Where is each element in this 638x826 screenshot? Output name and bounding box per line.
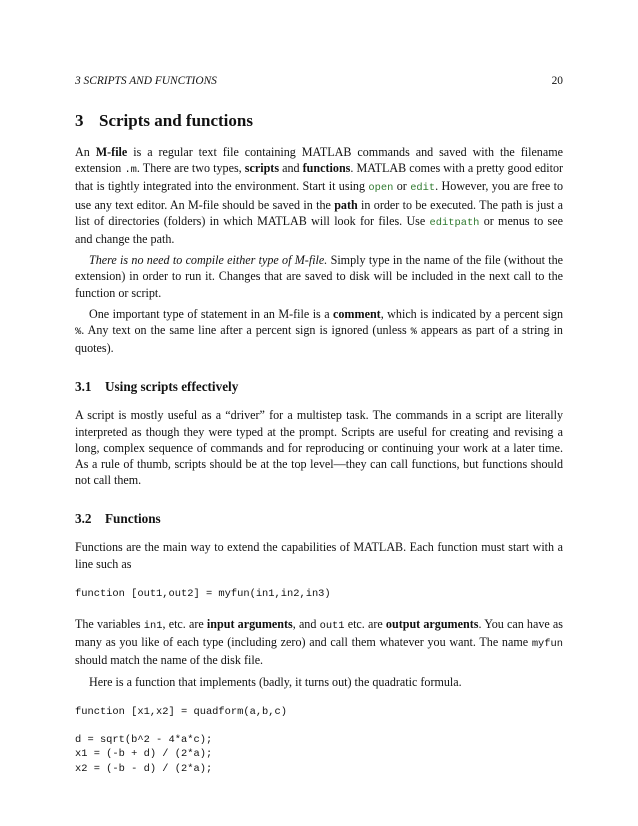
subsection-title: Using scripts effectively <box>105 379 239 395</box>
page-number: 20 <box>551 75 563 87</box>
text-run: , which is indicated by a percent sign <box>380 306 563 321</box>
text-run: or <box>393 179 411 194</box>
term-path: path <box>334 197 358 212</box>
text-run: or menus to see and change the path. <box>75 213 563 247</box>
code-extension: .m <box>124 164 137 177</box>
text-run: An <box>75 145 96 159</box>
text-run: appears as part of a string in quotes). <box>75 323 563 356</box>
text-run: should match the name of the disk file. <box>75 653 264 668</box>
section-title: Scripts and functions <box>99 111 253 130</box>
code-block-function-signature <box>75 587 563 601</box>
code-myfun: myfun <box>531 638 563 651</box>
subsection-number: 3.1 <box>75 379 92 395</box>
text-run: . Any text on the same line after a percent sign is ignored (unless <box>81 323 411 338</box>
paragraph-no-compile <box>75 252 563 301</box>
section-number: 3 <box>75 111 84 130</box>
paragraph-quadratic-intro: Here is a function that implements (badly, it turns out) the quadratic formula. <box>89 674 462 689</box>
code-line: function [x1,x2] = quadform(a,b,c) <box>75 705 288 718</box>
text-run: The variables <box>75 617 144 632</box>
term-output-arguments: output arguments <box>385 617 479 632</box>
text-run: . You can have as many as you like of each type (including zero) and call them whatever you want. The name <box>75 617 564 650</box>
text-run: Simply type in the name of the file (without the extension) in order to run it. Changes that are saved to disk will be included in the next call to the function or script. <box>75 253 563 300</box>
text-run: , etc. are <box>162 617 207 632</box>
text-run: . MATLAB comes with a pretty good editor that is tightly integrated into the environment. Start it using <box>75 161 564 194</box>
paragraph-scripts: A script is mostly useful as a “driver” for a multistep task. The commands in a script are literally interpreted as though they were typed at the prompt. Scripts are useful for creating and revising a long, complex sequence of commands and for reproducing or continuing your work at a later time. As a rule of thumb, scripts should be at the top level—they can call functions, but functions should not call them. <box>75 408 563 488</box>
text-run: One important type of statement in an M-file is a <box>89 306 334 321</box>
subsection-number: 3.2 <box>75 511 92 527</box>
subsection-heading-scripts <box>75 378 563 396</box>
paragraph-functions: Functions are the main way to extend the capabilities of MATLAB. Each function must start with a line such as <box>75 540 563 571</box>
text-run: and <box>279 161 303 176</box>
subsection-title: Functions <box>105 511 161 527</box>
section-heading <box>75 110 563 132</box>
code-out1: out1 <box>319 620 345 633</box>
page-content <box>75 110 563 791</box>
code-line: d = sqrt(b^2 - 4*a*c); <box>75 734 213 747</box>
paragraph-mfile-intro <box>75 144 563 247</box>
text-run: . There are two types, <box>136 161 245 176</box>
running-header-section: 3 SCRIPTS AND FUNCTIONS <box>75 75 217 87</box>
code-blank-line <box>75 719 563 733</box>
code-edit-command: edit <box>410 182 436 195</box>
term-comment: comment <box>333 306 381 321</box>
paragraph-arguments <box>75 616 563 669</box>
term-mfile: M-file <box>95 145 128 159</box>
code-in1: in1 <box>143 620 163 633</box>
term-functions: functions <box>302 161 351 176</box>
running-header <box>75 75 563 87</box>
code-editpath-command: editpath <box>429 216 480 229</box>
code-percent: % <box>410 326 417 339</box>
text-run: . However, you are free to use any text editor. An M-file should be saved in the <box>75 179 564 212</box>
emphasis-no-compile: There is no need to compile either type of M-file. <box>89 253 328 268</box>
text-run: is a regular text file containing MATLAB commands and saved with the filename extension <box>75 145 563 176</box>
code-line: function [out1,out2] = myfun(in1,in2,in3) <box>75 587 331 600</box>
text-run: in order to be executed. The path is just a list of directories (folders) in which MATLAB will look for files. Use <box>75 197 563 228</box>
text-run: , and <box>292 617 320 632</box>
term-scripts: scripts <box>244 161 280 176</box>
term-input-arguments: input arguments <box>206 617 293 632</box>
code-open-command: open <box>368 182 394 195</box>
code-percent: % <box>75 326 82 339</box>
code-block-quadform <box>75 705 563 776</box>
code-line: x2 = (-b - d) / (2*a); <box>75 762 213 775</box>
text-run: etc. are <box>344 617 386 632</box>
code-line: x1 = (-b + d) / (2*a); <box>75 748 213 761</box>
subsection-heading-functions <box>75 510 563 528</box>
paragraph-comment <box>75 306 563 357</box>
